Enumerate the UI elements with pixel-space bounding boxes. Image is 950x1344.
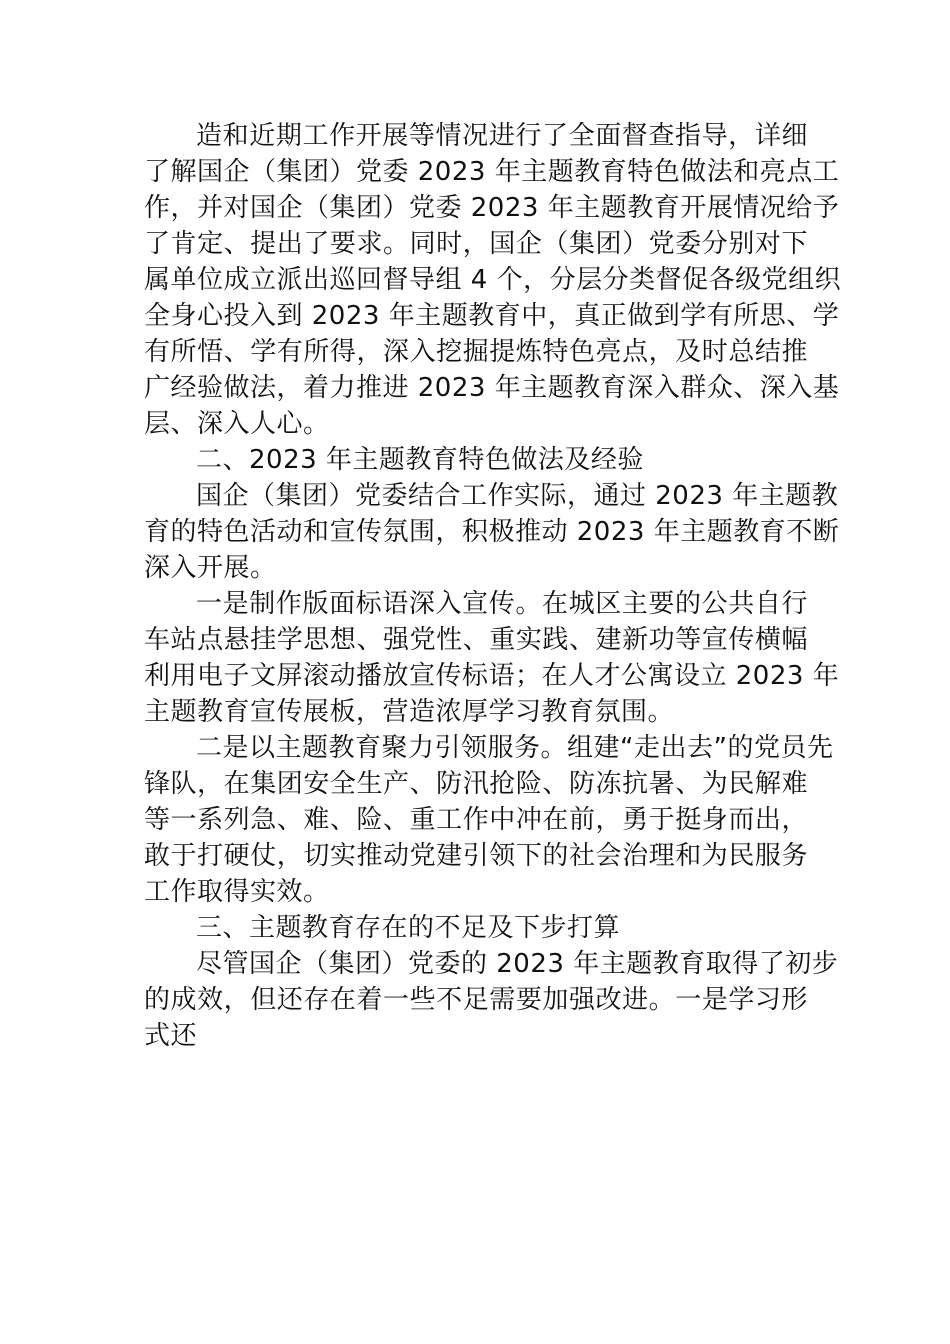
paragraph-intro-practices [144, 478, 840, 586]
text-line: 全身心投入到 2023 年主题教育中，真正做到学有所思、学 [144, 301, 840, 331]
text-line: 尽管国企（集团）党委的 2023 年主题教育取得了初步 [196, 949, 839, 979]
text-line: 等一系列急、难、险、重工作中冲在前，勇于挺身而出， [144, 805, 808, 835]
text-line: 广经验做法，着力推进 2023 年主题教育深入群众、深入基 [144, 373, 840, 403]
paragraph-slogans [144, 586, 840, 730]
paragraph-supervision [144, 118, 842, 442]
text-line: 车站点悬挂学思想、强党性、重实践、建新功等宣传横幅 [144, 625, 808, 655]
text-line: 二是以主题教育聚力引领服务。组建“走出去”的党员先 [196, 733, 834, 763]
section-heading-shortcomings: 三、主题教育存在的不足及下步打算 [196, 913, 621, 943]
text-line: 的成效，但还存在着一些不足需要加强改进。一是学习形 [144, 985, 808, 1015]
text-line: 造和近期工作开展等情况进行了全面督查指导，详细 [196, 121, 808, 151]
text-line: 主题教育宣传展板，营造浓厚学习教育氛围。 [144, 697, 675, 727]
text-line: 敢于打硬仗，切实推动党建引领下的社会治理和为民服务 [144, 841, 808, 871]
text-line: 作，并对国企（集团）党委 2023 年主题教育开展情况给予 [144, 193, 840, 223]
text-line: 了解国企（集团）党委 2023 年主题教育特色做法和亮点工 [144, 157, 840, 187]
text-line: 属单位成立派出巡回督导组 4 个，分层分类督促各级党组织 [144, 265, 842, 295]
text-line: 工作取得实效。 [144, 877, 330, 907]
text-line: 有所悟、学有所得，深入挖掘提炼特色亮点，及时总结推 [144, 337, 808, 367]
text-line: 国企（集团）党委结合工作实际，通过 2023 年主题教 [196, 481, 839, 511]
text-line: 了肯定、提出了要求。同时，国企（集团）党委分别对下 [144, 229, 808, 259]
document-body [144, 118, 842, 1054]
text-line: 锋队，在集团安全生产、防汛抢险、防冻抗暑、为民解难 [144, 769, 808, 799]
text-line: 深入开展。 [144, 553, 277, 583]
text-line: 一是制作版面标语深入宣传。在城区主要的公共自行 [196, 589, 808, 619]
text-line: 层、深入人心。 [144, 409, 330, 439]
text-line: 利用电子文屏滚动播放宣传标语；在人才公寓设立 2023 年 [144, 661, 840, 691]
text-line: 式还 [144, 1021, 198, 1051]
paragraph-service [144, 730, 834, 910]
text-line: 育的特色活动和宣传氛围，积极推动 2023 年主题教育不断 [144, 517, 840, 547]
section-heading-practices: 二、2023 年主题教育特色做法及经验 [196, 445, 644, 475]
paragraph-shortcomings [144, 946, 839, 1054]
